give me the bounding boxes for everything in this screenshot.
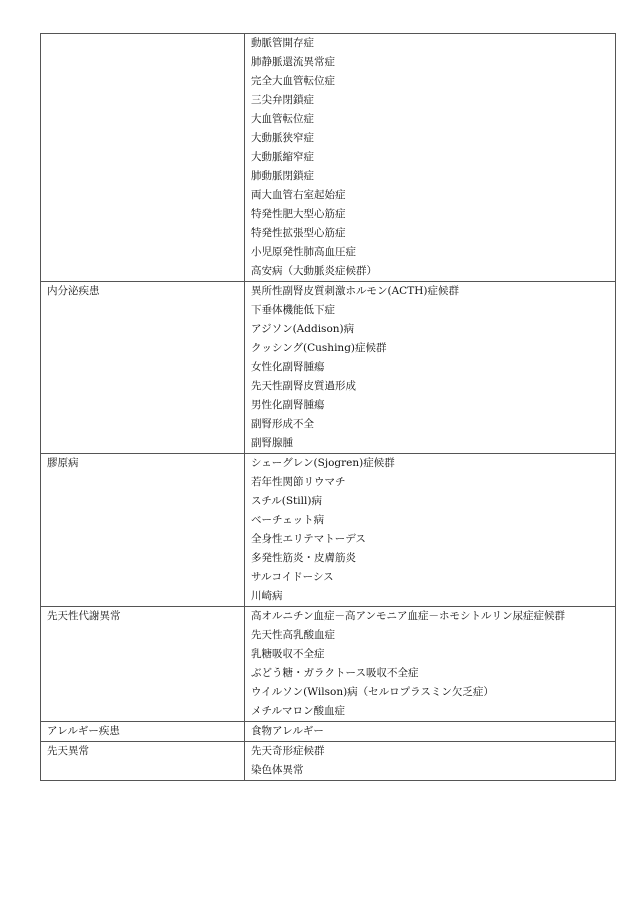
table-row [41,34,616,282]
list-item: 肺動脈閉鎖症 [251,170,314,182]
category-cell [41,454,245,607]
category-label [41,34,244,53]
disease-list [245,34,615,281]
list-item: 小児原発性肺高血圧症 [251,246,356,258]
disease-list [245,607,615,721]
list-item: サルコイドーシス [251,571,334,583]
list-item: 多発性筋炎・皮膚筋炎 [251,552,356,564]
list-item: 肺静脈還流異常症 [251,56,335,68]
list-item: 下垂体機能低下症 [251,304,335,316]
disease-list [245,282,615,453]
list-item: 全身性エリテマトーデス [251,533,366,545]
list-item: 高安病（大動脈炎症候群） [251,265,377,277]
list-item: 三尖弁閉鎖症 [251,94,314,106]
list-item: 異所性副腎皮質刺激ホルモン(ACTH)症候群 [251,285,459,297]
category-cell [41,34,245,282]
disease-list [245,722,615,741]
category-cell [41,722,245,742]
list-item: 完全大血管転位症 [251,75,335,87]
table-row [41,722,616,742]
list-item: 特発性拡張型心筋症 [251,227,346,239]
category-label: 先天異常 [47,745,89,757]
list-item: ぶどう糖・ガラクトース吸収不全症 [251,667,419,679]
category-label: 膠原病 [47,457,79,469]
list-item: 動脈管開存症 [251,37,314,49]
list-item: 男性化副腎腫瘍 [251,399,325,411]
list-item: 乳糖吸収不全症 [251,648,325,660]
category-cell [41,282,245,454]
list-item: 高オルニチン血症－高アンモニア血症－ホモシトルリン尿症症候群 [251,610,566,622]
items-cell [245,607,616,722]
items-cell [245,34,616,282]
items-cell [245,722,616,742]
list-item: 女性化副腎腫瘍 [251,361,325,373]
list-item: 食物アレルギー [251,725,324,737]
list-item: 先天性高乳酸血症 [251,629,335,641]
list-item: 大動脈縮窄症 [251,151,314,163]
list-item: アジソン(Addison)病 [251,323,355,335]
category-label: アレルギー疾患 [47,725,120,737]
list-item: 副腎形成不全 [251,418,314,430]
list-item: 両大血管右室起始症 [251,189,346,201]
items-cell [245,454,616,607]
disease-table-body [41,34,616,781]
category-label: 内分泌疾患 [47,285,100,297]
list-item: ウイルソン(Wilson)病（セルロプラスミン欠乏症） [251,686,494,698]
list-item: 大血管転位症 [251,113,314,125]
table-row [41,454,616,607]
list-item: 染色体異常 [251,764,304,776]
disease-table [40,33,616,781]
items-cell [245,282,616,454]
list-item: 大動脈狭窄症 [251,132,314,144]
category-label: 先天性代謝異常 [47,610,121,622]
items-cell [245,742,616,781]
list-item: クッシング(Cushing)症候群 [251,342,387,354]
list-item: ベーチェット病 [251,514,325,526]
list-item: シェーグレン(Sjogren)症候群 [251,457,395,469]
disease-list [245,454,615,606]
list-item: 若年性関節リウマチ [251,476,346,488]
category-cell [41,607,245,722]
list-item: メチルマロン酸血症 [251,705,345,717]
list-item: 川崎病 [251,590,283,602]
category-cell [41,742,245,781]
list-item: 副腎腺腫 [251,437,293,449]
list-item: スチル(Still)病 [251,495,322,507]
list-item: 特発性肥大型心筋症 [251,208,346,220]
disease-list [245,742,615,780]
list-item: 先天奇形症候群 [251,745,325,757]
list-item: 先天性副腎皮質過形成 [251,380,356,392]
table-row [41,607,616,722]
table-row [41,282,616,454]
table-row [41,742,616,781]
